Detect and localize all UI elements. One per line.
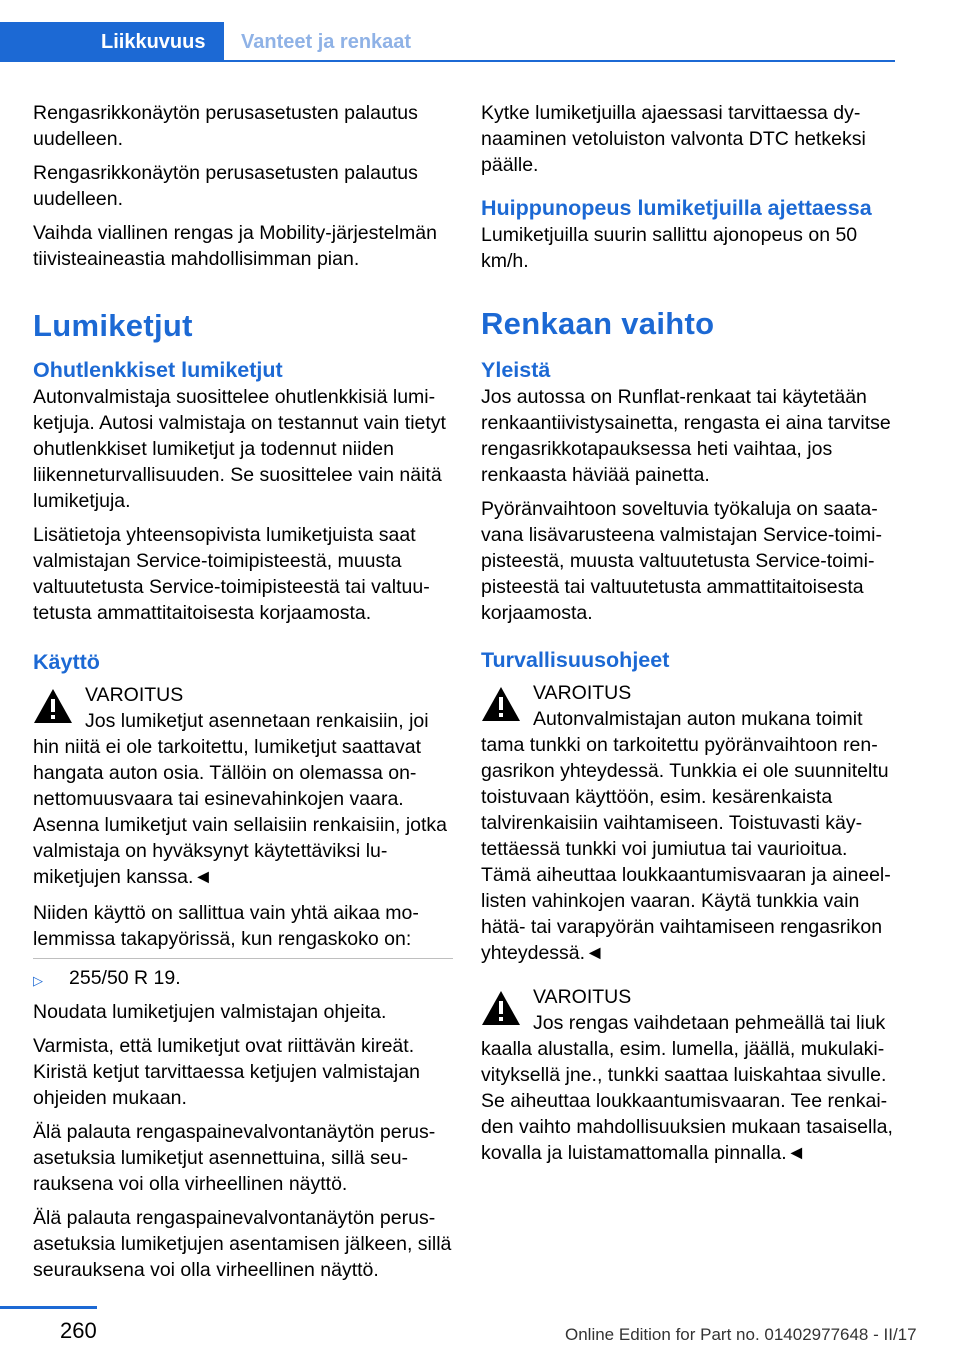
heading-general: Yleistä: [481, 358, 551, 382]
paragraph: Kytke lumiketjuilla ajaessasi tarvittaessa dynaaminen vetoluiston valvonta DTC hetkeksi päälle.: [481, 102, 866, 176]
warning-text: tama tunkki on tarkoitettu pyöränvaihtoon rengasrikon yhteydessä. Tunkkia ei ole suunniteltu toistuvaan käyttöön, esim. kesärenkaista talvirenkaisiin vaihtamiseen. Toistuvasti käytettäessä tunkki voi jumiutua tai vaurioitua. Tämä aiheuttaa loukkaantumisvaaran ja aineellisten vahinkojen vaaran. Käytä tunkkia vain hätä- tai varapyörän vaihtamiseen rengasrikon yhteydessä.◄: [481, 734, 891, 964]
heading-fine-link-chains: Ohutlenkkiset lumiketjut: [33, 358, 283, 382]
paragraph: Rengasrikkonäytön perusasetusten palautus uudelleen.: [33, 102, 418, 150]
paragraph: Pyöränvaihtoon soveltuvia työkaluja on saatavana lisävarusteena valmistajan Service-toimipisteestä, muusta valtuutetusta Service-toimipisteestä tai valtuutetusta ammattitaitoisesta korjaamosta.: [481, 498, 883, 624]
heading-snow-chains: Lumiketjut: [33, 308, 193, 343]
paragraph: Älä palauta rengaspainevalvontanäytön perusasetuksia lumiketjujen asentamisen jälkeen, sillä seurauksena voi olla virheellinen näyttö.: [33, 1207, 452, 1281]
paragraph: Vaihda viallinen rengas ja Mobility-järjestelmän tiivisteaineastia mahdollisimman pian.: [33, 222, 437, 270]
warning-text: kaalla alustalla, esim. lumella, jäällä, mukulakivityksellä jne., tunkki saattaa luiskahtaa sivulle. Se aiheuttaa loukkaantumisvaaran. Tee renkaiden vaihto mahdollisuuksien mukaan tasaisella, kovalla ja luistamattomalla pinnalla.◄: [481, 1038, 893, 1164]
warning-block: [481, 984, 901, 1166]
warning-block: [481, 680, 901, 966]
warning-text-first-line: Jos lumiketjut asennetaan renkaisiin, joi: [85, 710, 429, 732]
left-column: [33, 100, 453, 1291]
right-column: [481, 100, 901, 1166]
warning-triangle-icon: [481, 686, 521, 722]
bullet-triangle-icon: ▷: [33, 973, 43, 988]
warning-text: hin niitä ei ole tarkoitettu, lumiketjut saattavat hangata auton osia. Tällöin on olemassa onnettomuusvaara tai esinevahinkojen vaara. Asenna lumiketjut vain sellaisiin renkaisiin, jotka valmistaja on hyväksynyt käytettäviksi lumiketjujen kanssa.◄: [33, 736, 448, 888]
paragraph: Noudata lumiketjujen valmistajan ohjeita.: [33, 1001, 387, 1023]
heading-safety-instructions: Turvallisuusohjeet: [481, 648, 670, 672]
list-rule: [33, 958, 453, 959]
page-number: 260: [60, 1318, 97, 1343]
warning-text-first-line: Jos rengas vaihdetaan pehmeällä tai liuk: [533, 1012, 886, 1034]
edition-footer: Online Edition for Part no. 01402977648 - II/17: [565, 1325, 917, 1344]
list-item-text: 255/50 R 19.: [69, 967, 181, 989]
paragraph: Varmista, että lumiketjut ovat riittävän kireät. Kiristä ketjut tarvittaessa ketjujen valmistajan ohjeiden mukaan.: [33, 1035, 420, 1109]
section-tab-subsection: Vanteet ja renkaat: [241, 31, 412, 53]
paragraph: Rengasrikkonäytön perusasetusten palautus uudelleen.: [33, 162, 418, 210]
warning-label: VAROITUS: [533, 682, 632, 704]
warning-block: [33, 682, 453, 890]
warning-label: VAROITUS: [85, 684, 184, 706]
list-item: [33, 965, 453, 991]
warning-label: VAROITUS: [533, 986, 632, 1008]
section-tab-active: Liikkuvuus: [0, 22, 224, 60]
paragraph: Lisätietoja yhteensopivista lumiketjuista saat valmistajan Service-toimipisteestä, muusta valtuutetusta Service-toimipisteestä tai valtuutetusta ammattitaitoisesta korjaamosta.: [33, 524, 430, 624]
heading-tire-change: Renkaan vaihto: [481, 306, 715, 341]
heading-top-speed: Huippunopeus lumiketjuilla ajettaessa: [481, 196, 872, 220]
warning-text-first-line: Autonvalmistajan auton mukana toimit: [533, 708, 863, 730]
running-header: [0, 0, 895, 62]
paragraph: Niiden käyttö on sallittua vain yhtä aikaa molemmissa takapyörissä, kun rengaskoko on:: [33, 902, 419, 950]
paragraph: Jos autossa on Runflat-renkaat tai käytetään renkaantiivistysainetta, rengasta ei aina tarvitse rengasrikkotapauksessa heti vaihtaa, jos renkaasta häviää painetta.: [481, 386, 891, 486]
heading-usage: Käyttö: [33, 650, 100, 674]
warning-triangle-icon: [33, 688, 73, 724]
page-number-rule: [0, 1306, 97, 1309]
paragraph: Lumiketjuilla suurin sallittu ajonopeus on 50 km/h.: [481, 224, 858, 272]
warning-triangle-icon: [481, 990, 521, 1026]
paragraph: Autonvalmistaja suosittelee ohutlenkkisiä lumiketjuja. Autosi valmistaja on testannut vain tietyt ohutlenkkiset lumiketjut ja todennut niiden liikenneturvallisuuden. Se suosittelee vain näitä lumiketjuja.: [33, 386, 446, 512]
paragraph: Älä palauta rengaspainevalvontanäytön perusasetuksia lumiketjut asennettuina, sillä seurauksena voi olla virheellinen näyttö.: [33, 1121, 436, 1195]
header-rule: [0, 60, 895, 62]
